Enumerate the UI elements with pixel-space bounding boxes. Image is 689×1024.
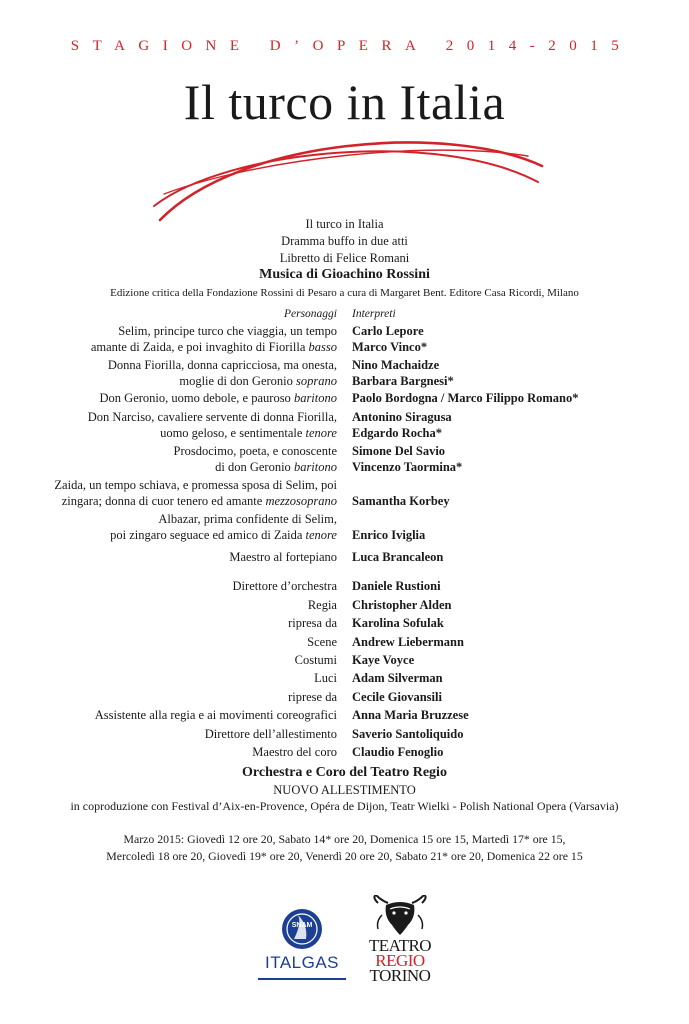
crew-name: Daniele Rustioni (352, 579, 441, 593)
cast-role-line: Donna Fiorilla, donna capricciosa, ma onesta, (107, 358, 337, 372)
cast-singer: Luca Brancaleon (352, 550, 444, 564)
cast-role-line: amante di Zaida, e poi invaghito di Fiorilla basso (90, 340, 337, 354)
crew-role: Scene (307, 635, 337, 649)
italgas-underline (258, 978, 346, 980)
new-production-label: NUOVO ALLESTIMENTO (273, 783, 416, 797)
coproduction-credit: in coproduzione con Festival d’Aix-en-Provence, Opéra de Dijon, Teatr Wielki - Polish National Opera (Varsavia) (70, 799, 619, 813)
cast-role-line: zingara; donna di cuor tenero ed amante mezzosoprano (61, 494, 337, 508)
crew-name: Saverio Santoliquido (352, 727, 464, 741)
italgas-logo-icon (252, 905, 352, 985)
bull-emblem-icon (368, 895, 432, 937)
intro-genre: Dramma buffo in due atti (281, 234, 408, 248)
crew-role: riprese da (288, 690, 337, 704)
italgas-badge-text: SNAM (291, 922, 313, 929)
cast-role-line: Don Geronio, uomo debole, e pauroso baritono (99, 391, 337, 405)
cast-singer: Barbara Bargnesi* (352, 374, 454, 388)
season-label: STAGIONE D’OPERA 2014-2015 (70, 38, 633, 54)
cast-header-singers: Interpreti (352, 308, 396, 320)
crew-role: Maestro del coro (252, 745, 337, 759)
teatro-wordmark-line-1: TEATRO (368, 936, 432, 955)
cast-singer: Paolo Bordogna / Marco Filippo Romano* (352, 391, 579, 405)
cast-singer: Vincenzo Taormina* (352, 460, 463, 474)
cast-role-line: Maestro al fortepiano (229, 550, 337, 564)
cast-singer: Samantha Korbey (352, 494, 450, 508)
italgas-wordmark: ITALGAS (264, 953, 340, 972)
performance-dates-line-2: Mercoledì 18 ore 20, Giovedì 19* ore 20, Venerdì 20 ore 20, Sabato 21* ore 20, Domenica 22 ore 15 (106, 849, 583, 863)
cast-role-line: uomo geloso, e sentimentale tenore (160, 426, 337, 440)
cast-voice: basso (308, 340, 337, 354)
cast-singer: Nino Machaidze (352, 358, 440, 372)
cast-role-line: Albazar, prima confidente di Selim, (158, 512, 337, 526)
crew-name: Andrew Liebermann (352, 635, 464, 649)
crew-role: Luci (314, 671, 337, 685)
cast-voice: mezzosoprano (265, 494, 337, 508)
cast-role-line: di don Geronio baritono (215, 460, 337, 474)
cast-role-line: moglie di don Geronio soprano (179, 374, 337, 388)
cast-singer: Enrico Iviglia (352, 528, 426, 542)
crew-name: Karolina Sofulak (352, 616, 444, 630)
teatro-wordmark-line-2: REGIO (375, 951, 425, 970)
crew-name: Anna Maria Bruzzese (352, 708, 469, 722)
cast-singer: Marco Vinco* (352, 340, 428, 354)
crew-role: Costumi (294, 653, 337, 667)
cast-header-roles: Personaggi (283, 308, 337, 320)
intro-librettist: Libretto di Felice Romani (279, 251, 410, 265)
cast-voice: baritono (293, 391, 337, 405)
crew-name: Claudio Fenoglio (352, 745, 444, 759)
intro-opera-title: Il turco in Italia (305, 217, 384, 231)
crew-role: Regia (307, 598, 337, 612)
crew-name: Christopher Alden (352, 598, 452, 612)
crew-role: Direttore d’orchestra (232, 579, 337, 593)
cast-singer: Antonino Siragusa (352, 410, 452, 424)
crew-name: Kaye Voyce (352, 653, 415, 667)
crew-role: Direttore dell’allestimento (204, 727, 337, 741)
cast-singer: Edgardo Rocha* (352, 426, 442, 440)
crew-role: ripresa da (288, 616, 337, 630)
page-title: Il turco in Italia (183, 74, 506, 130)
intro-edition: Edizione critica della Fondazione Rossini di Pesaro a cura di Margaret Bent. Editore Casa Ricordi, Milano (110, 287, 579, 299)
cast-role-line: Selim, principe turco che viaggia, un tempo (118, 324, 337, 338)
cast-voice: tenore (305, 426, 337, 440)
intro-composer: Musica di Gioachino Rossini (259, 267, 430, 282)
cast-role-line: Prosdocimo, poeta, e conoscente (173, 444, 337, 458)
cast-singer: Carlo Lepore (352, 324, 424, 338)
cast-role-line: poi zingaro seguace ed amico di Zaida tenore (110, 528, 337, 542)
cast-singer: Simone Del Savio (352, 444, 446, 458)
cast-role-line: Don Narciso, cavaliere servente di donna Fiorilla, (87, 410, 337, 424)
orchestra-credit: Orchestra e Coro del Teatro Regio (242, 765, 447, 780)
cast-role-line: Zaida, un tempo schiava, e promessa sposa di Selim, poi (54, 478, 337, 492)
crew-name: Adam Silverman (352, 671, 443, 685)
cast-voice: baritono (293, 460, 337, 474)
crew-name: Cecile Giovansili (352, 690, 442, 704)
cast-voice: soprano (296, 374, 337, 388)
teatro-wordmark-line-3: TORINO (369, 966, 431, 985)
decorative-swoosh-icon (150, 128, 550, 224)
cast-voice: tenore (305, 528, 337, 542)
crew-role: Assistente alla regia e ai movimenti coreografici (94, 708, 337, 722)
performance-dates-line-1: Marzo 2015: Giovedì 12 ore 20, Sabato 14* ore 20, Domenica 15 ore 15, Martedì 17* ore 15, (123, 832, 566, 846)
